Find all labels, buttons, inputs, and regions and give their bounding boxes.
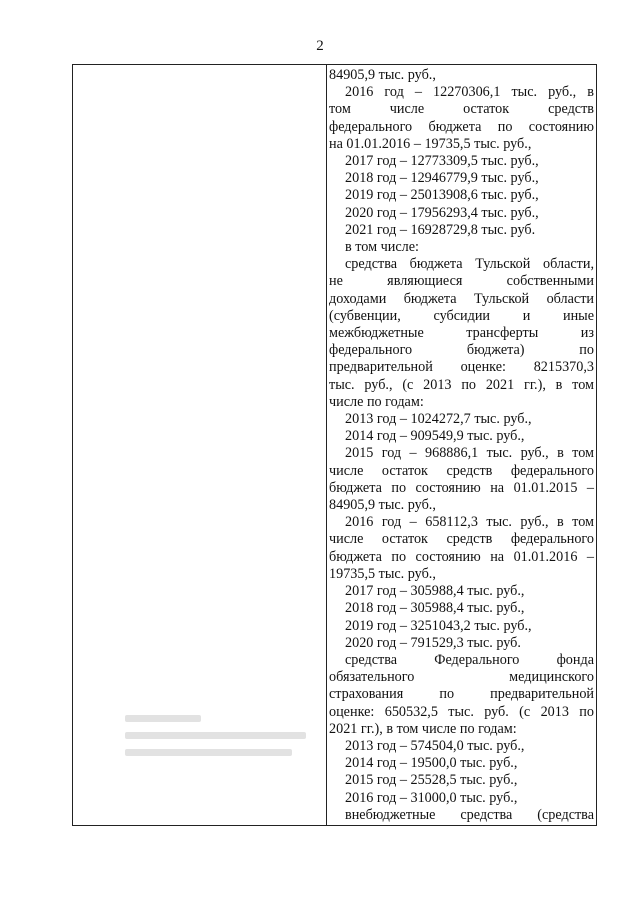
text-line: 2014 год – 909549,9 тыс. руб., bbox=[345, 428, 525, 445]
text-line: 2020 год – 791529,3 тыс. руб. bbox=[345, 634, 521, 651]
text-line: 2021 год – 16928729,8 тыс. руб. bbox=[345, 221, 536, 238]
text-line: доходами бюджета Тульской области bbox=[329, 290, 594, 307]
text-line: страхования по предварительной bbox=[329, 686, 594, 703]
page-number: 2 bbox=[316, 38, 324, 54]
text-line: 2021 гг.), в том числе по годам: bbox=[329, 720, 517, 737]
text-line: 2013 год – 1024272,7 тыс. руб., bbox=[345, 411, 532, 428]
text-line: 2015 год – 25528,5 тыс. руб., bbox=[345, 772, 518, 789]
text-line: 2013 год – 574504,0 тыс. руб., bbox=[345, 737, 525, 754]
text-line: 2017 год – 12773309,5 тыс. руб., bbox=[345, 153, 539, 170]
text-line: 2020 год – 17956293,4 тыс. руб., bbox=[345, 204, 539, 221]
column-divider bbox=[326, 65, 327, 825]
table-left-column bbox=[73, 65, 326, 825]
text-line: числе остаток средств федерального bbox=[329, 462, 594, 479]
text-line: 2017 год – 305988,4 тыс. руб., bbox=[345, 583, 525, 600]
text-line: средства Федерального фонда bbox=[345, 651, 594, 668]
text-line: 2016 год – 31000,0 тыс. руб., bbox=[345, 789, 518, 806]
text-line: 2019 год – 3251043,2 тыс. руб., bbox=[345, 617, 532, 634]
text-line: бюджета по состоянию на 01.01.2016 – bbox=[329, 548, 594, 565]
text-line: федерального бюджета по состоянию bbox=[329, 118, 594, 135]
text-line: 2016 год – 658112,3 тыс. руб., в том bbox=[345, 514, 594, 531]
text-line: федерального бюджета) по bbox=[329, 342, 594, 359]
text-line: 2018 год – 305988,4 тыс. руб., bbox=[345, 600, 525, 617]
text-line: числе остаток средств федерального bbox=[329, 531, 594, 548]
text-line: средства бюджета Тульской области, bbox=[345, 256, 594, 273]
table-right-column bbox=[329, 67, 594, 824]
text-line: том числе остаток средств bbox=[329, 101, 594, 118]
text-line: 2015 год – 968886,1 тыс. руб., в том bbox=[345, 445, 594, 462]
text-line: обязательного медицинского bbox=[329, 669, 594, 686]
text-line: оценке: 650532,5 тыс. руб. (с 2013 по bbox=[329, 703, 594, 720]
faded-stamp bbox=[125, 705, 315, 795]
text-line: 2018 год – 12946779,9 тыс. руб., bbox=[345, 170, 539, 187]
text-line: 2014 год – 19500,0 тыс. руб., bbox=[345, 755, 518, 772]
text-line: (субвенции, субсидии и иные bbox=[329, 307, 594, 324]
text-line: 19735,5 тыс. руб., bbox=[329, 565, 436, 582]
text-line: 2016 год – 12270306,1 тыс. руб., в bbox=[345, 84, 594, 101]
text-line: на 01.01.2016 – 19735,5 тыс. руб., bbox=[329, 135, 532, 152]
text-line: межбюджетные трансферты из bbox=[329, 325, 594, 342]
text-line: не являющиеся собственными bbox=[329, 273, 594, 290]
text-line: бюджета по состоянию на 01.01.2015 – bbox=[329, 479, 594, 496]
text-line: 84905,9 тыс. руб., bbox=[329, 67, 436, 83]
document-table bbox=[72, 64, 597, 826]
text-line: тыс. руб., (с 2013 по 2021 гг.), в том bbox=[329, 376, 594, 393]
text-line: в том числе: bbox=[345, 239, 419, 256]
text-line: предварительной оценке: 8215370,3 bbox=[329, 359, 594, 376]
text-line: внебюджетные средства (средства bbox=[345, 806, 594, 823]
text-line: числе по годам: bbox=[329, 393, 424, 410]
text-line: 84905,9 тыс. руб., bbox=[329, 497, 436, 514]
text-line: 2019 год – 25013908,6 тыс. руб., bbox=[345, 187, 539, 204]
